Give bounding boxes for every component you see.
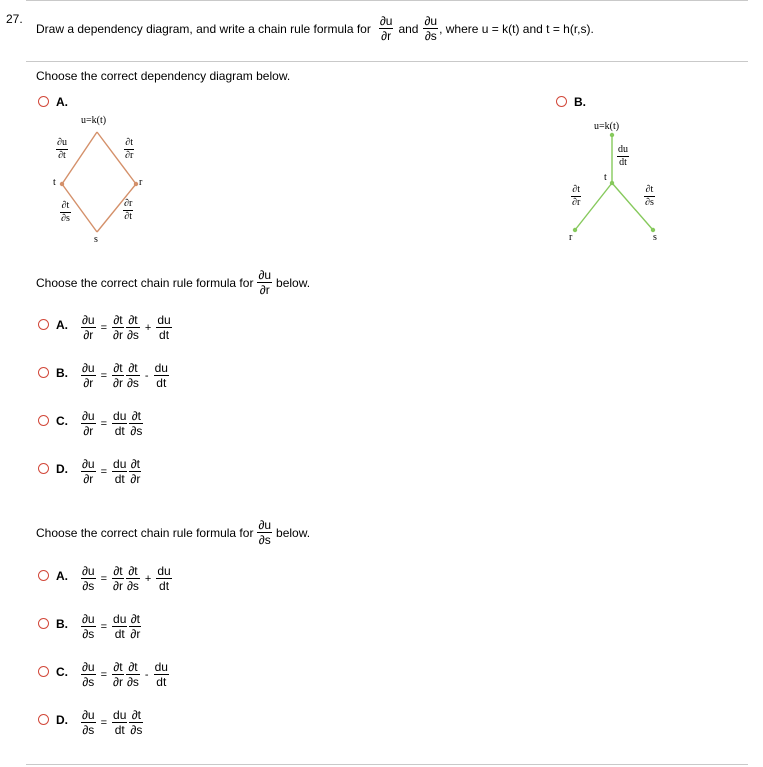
- diagram-b-frac-right: [644, 184, 655, 209]
- fraction-numerator: du: [154, 660, 168, 674]
- fraction: [156, 564, 171, 593]
- fraction-denominator: ∂r: [83, 376, 94, 390]
- fraction: [129, 612, 141, 641]
- fraction-numerator: du: [618, 144, 628, 155]
- fraction-numerator: ∂u: [57, 137, 67, 148]
- fraction-denominator: ∂r: [113, 579, 123, 593]
- fraction-numerator: ∂u: [82, 361, 95, 375]
- fraction-denominator: ∂s: [126, 328, 139, 342]
- fraction-numerator: ∂u: [82, 313, 95, 327]
- part2-option-c-radio[interactable]: [38, 415, 49, 426]
- diagram-b-left-label: r: [569, 232, 573, 243]
- part3-option-b-formula: [80, 612, 142, 641]
- part3-option-c-formula: [80, 660, 170, 689]
- fraction-numerator: ∂t: [645, 184, 654, 195]
- part3-option-d-formula: [80, 708, 144, 737]
- fraction-denominator: ∂s: [82, 723, 95, 737]
- fraction-denominator: ∂s: [61, 213, 70, 224]
- fraction-numerator: ∂u: [379, 14, 393, 28]
- part1-option-a-letter[interactable]: A.: [56, 95, 68, 109]
- part2-prompt-fraction: [257, 268, 272, 297]
- fraction-numerator: ∂t: [130, 457, 140, 471]
- part3-option-c-radio[interactable]: [38, 666, 49, 677]
- fraction-denominator: ∂r: [130, 627, 141, 641]
- diagram-b-top-label: u=k(t): [594, 121, 620, 132]
- fraction-denominator: ∂s: [126, 376, 139, 390]
- fraction-denominator: ∂r: [113, 376, 123, 390]
- part3-prompt-before: Choose the correct chain rule formula for: [36, 525, 254, 540]
- fraction: [112, 313, 124, 342]
- part2-option-d-letter[interactable]: D.: [56, 462, 68, 476]
- fraction-denominator: dt: [114, 723, 125, 737]
- fraction-denominator: ∂t: [58, 150, 66, 161]
- bottom-divider: [26, 764, 748, 765]
- part2-option-b-formula: [80, 361, 170, 390]
- fraction-denominator: dt: [156, 376, 167, 390]
- equals-sign: =: [100, 716, 108, 729]
- fraction: [112, 361, 124, 390]
- fraction-numerator: ∂t: [113, 660, 123, 674]
- part2-option-a-letter[interactable]: A.: [56, 318, 68, 332]
- fraction-numerator: ∂t: [572, 184, 580, 195]
- fraction-numerator: ∂t: [128, 660, 138, 674]
- fraction-numerator: ∂t: [128, 313, 138, 327]
- part1-option-b-letter[interactable]: B.: [574, 95, 586, 109]
- diagram-a-right-label: r: [139, 177, 143, 188]
- part3-option-a-formula: [80, 564, 173, 593]
- question-number: 27.: [6, 12, 23, 26]
- fraction-denominator: ∂r: [572, 197, 581, 208]
- part3-option-a-letter[interactable]: A.: [56, 569, 68, 583]
- fraction-numerator: ∂t: [131, 708, 141, 722]
- equals-sign: =: [100, 465, 108, 478]
- fraction-denominator: ∂r: [130, 472, 141, 486]
- fraction-denominator: ∂s: [82, 675, 95, 689]
- fraction-denominator: ∂s: [126, 675, 139, 689]
- diagram-b-node-u: [610, 133, 614, 137]
- fraction-denominator: ∂r: [113, 675, 123, 689]
- part3-option-b-radio[interactable]: [38, 618, 49, 629]
- fraction: [112, 612, 127, 641]
- question-intro-part1: Draw a dependency diagram, and write a chain rule formula for: [36, 21, 371, 36]
- fraction-denominator: ∂r: [83, 472, 94, 486]
- fraction-numerator: ∂u: [82, 708, 95, 722]
- part2-option-d-formula: [80, 457, 142, 486]
- fraction-du-dr: [379, 14, 394, 43]
- part2-option-b-letter[interactable]: B.: [56, 366, 68, 380]
- fraction-numerator: ∂t: [131, 409, 141, 423]
- fraction-denominator: dt: [156, 675, 167, 689]
- part3-option-a-radio[interactable]: [38, 570, 49, 581]
- fraction-numerator: ∂u: [424, 14, 438, 28]
- fraction-numerator: du: [113, 612, 127, 626]
- fraction: [112, 409, 127, 438]
- fraction-denominator: ∂r: [259, 283, 270, 297]
- equals-sign: =: [100, 572, 108, 585]
- fraction: [112, 660, 124, 689]
- diagram-a-frac-lower-left: [60, 200, 71, 225]
- fraction-denominator: ∂s: [645, 197, 654, 208]
- diagram-a-left-label: t: [53, 177, 56, 188]
- part2-prompt-after: below.: [276, 275, 311, 290]
- fraction-denominator: dt: [159, 579, 170, 593]
- fraction-denominator: ∂s: [130, 424, 143, 438]
- question-text: [36, 14, 594, 43]
- equals-sign: =: [100, 321, 108, 334]
- part3-prompt: [36, 518, 310, 547]
- fraction-denominator: ∂s: [82, 627, 95, 641]
- fraction-denominator: dt: [114, 627, 125, 641]
- equals-sign: =: [100, 417, 108, 430]
- fraction: [126, 313, 140, 342]
- diagram-a-bottom-label: s: [94, 234, 98, 245]
- diagram-a-frac-lower-right: [123, 198, 133, 223]
- fraction-denominator: dt: [619, 157, 627, 168]
- diagram-b-right-label: s: [653, 232, 657, 243]
- fraction-numerator: ∂t: [128, 361, 138, 375]
- diagram-a-node-t: [60, 182, 64, 186]
- fraction-numerator: du: [113, 457, 127, 471]
- fraction-denominator: ∂r: [125, 150, 134, 161]
- fraction-numerator: du: [157, 564, 171, 578]
- diagram-a-frac-upper-right: [124, 137, 134, 162]
- fraction-numerator: ∂u: [82, 612, 95, 626]
- operator-sign: +: [144, 572, 152, 585]
- fraction-denominator: ∂r: [83, 424, 94, 438]
- fraction-denominator: ∂t: [124, 211, 132, 222]
- part3-option-c-letter[interactable]: C.: [56, 665, 68, 679]
- fraction-numerator: du: [113, 708, 127, 722]
- fraction: [112, 457, 127, 486]
- fraction: [129, 457, 141, 486]
- fraction-numerator: ∂r: [124, 198, 133, 209]
- fraction-denominator: ∂s: [258, 533, 271, 547]
- operator-sign: -: [144, 369, 149, 382]
- fraction-denominator: ∂r: [83, 328, 94, 342]
- fraction: [81, 708, 96, 737]
- part2-option-c-formula: [80, 409, 144, 438]
- fraction-denominator: ∂s: [130, 723, 143, 737]
- fraction: [156, 313, 171, 342]
- question-intro-part2: , where u = k(t) and t = h(r,s).: [439, 21, 594, 36]
- part1-option-b-radio[interactable]: [556, 96, 567, 107]
- part2-option-d-radio[interactable]: [38, 463, 49, 474]
- part2-prompt: [36, 268, 310, 297]
- part2-prompt-before: Choose the correct chain rule formula for: [36, 275, 254, 290]
- fraction-denominator: ∂r: [381, 29, 392, 43]
- fraction-numerator: ∂t: [130, 612, 140, 626]
- fraction: [126, 361, 140, 390]
- fraction-numerator: ∂u: [82, 660, 95, 674]
- fraction-numerator: ∂t: [128, 564, 138, 578]
- fraction: [154, 361, 169, 390]
- equals-sign: =: [100, 369, 108, 382]
- fraction-numerator: ∂t: [113, 361, 123, 375]
- fraction: [126, 660, 140, 689]
- fraction: [81, 361, 96, 390]
- part2-option-b-radio[interactable]: [38, 367, 49, 378]
- fraction-denominator: ∂s: [424, 29, 437, 43]
- part3-option-b-letter[interactable]: B.: [56, 617, 68, 631]
- part2-option-c-letter[interactable]: C.: [56, 414, 68, 428]
- fraction-numerator: ∂u: [82, 457, 95, 471]
- part2-option-a-radio[interactable]: [38, 319, 49, 330]
- fraction-numerator: du: [157, 313, 171, 327]
- fraction: [81, 313, 96, 342]
- diagram-b-frac-left: [571, 184, 581, 209]
- fraction-numerator: ∂t: [125, 137, 133, 148]
- diagram-b-node-t: [610, 181, 614, 185]
- diagram-b-frac-stem: [617, 144, 629, 169]
- fraction-denominator: dt: [114, 472, 125, 486]
- part3-prompt-after: below.: [276, 525, 311, 540]
- part3-option-d-letter[interactable]: D.: [56, 713, 68, 727]
- diagram-a-top-label: u=k(t): [81, 115, 107, 126]
- fraction: [154, 660, 169, 689]
- fraction-numerator: du: [113, 409, 127, 423]
- question-intro-and: and: [398, 21, 419, 36]
- fraction-numerator: ∂t: [61, 200, 70, 211]
- fraction: [126, 564, 140, 593]
- fraction-numerator: ∂u: [82, 564, 95, 578]
- fraction-numerator: ∂u: [258, 268, 272, 282]
- fraction-numerator: ∂u: [82, 409, 95, 423]
- part3-prompt-fraction: [257, 518, 272, 547]
- fraction: [129, 409, 143, 438]
- top-divider: [26, 0, 748, 1]
- part2-option-a-formula: [80, 313, 173, 342]
- question-divider: [26, 61, 748, 62]
- fraction: [81, 660, 96, 689]
- fraction-denominator: ∂r: [113, 328, 123, 342]
- fraction-numerator: ∂t: [113, 313, 123, 327]
- diagram-b-node-r: [573, 228, 577, 232]
- equals-sign: =: [100, 668, 108, 681]
- part1-option-a-radio[interactable]: [38, 96, 49, 107]
- fraction: [81, 409, 96, 438]
- fraction-denominator: dt: [159, 328, 170, 342]
- fraction-numerator: ∂t: [113, 564, 123, 578]
- fraction: [81, 457, 96, 486]
- fraction: [81, 564, 96, 593]
- diagram-a-node-r: [134, 182, 138, 186]
- equals-sign: =: [100, 620, 108, 633]
- part1-prompt: Choose the correct dependency diagram below.: [36, 69, 291, 83]
- operator-sign: +: [144, 321, 152, 334]
- fraction-du-ds: [423, 14, 438, 43]
- fraction-denominator: ∂s: [82, 579, 95, 593]
- fraction-numerator: ∂u: [258, 518, 272, 532]
- diagram-a-frac-upper-left: [56, 137, 68, 162]
- fraction: [112, 708, 127, 737]
- fraction-numerator: du: [154, 361, 168, 375]
- fraction: [81, 612, 96, 641]
- fraction: [129, 708, 143, 737]
- operator-sign: -: [144, 668, 149, 681]
- part3-option-d-radio[interactable]: [38, 714, 49, 725]
- fraction-denominator: ∂s: [126, 579, 139, 593]
- fraction-denominator: dt: [114, 424, 125, 438]
- diagram-b-mid-label: t: [604, 172, 607, 183]
- fraction: [112, 564, 124, 593]
